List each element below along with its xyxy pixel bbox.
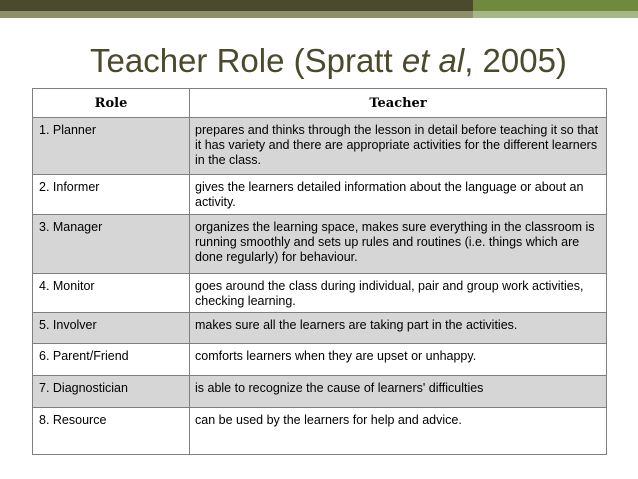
table-row: [33, 118, 607, 175]
role-cell: 5. Involver: [33, 313, 190, 344]
role-cell: 8. Resource: [33, 408, 190, 455]
description-cell: makes sure all the learners are taking part in the activities.: [190, 313, 607, 344]
top-bar-accent-block: [473, 0, 638, 11]
header-role: Role: [33, 89, 190, 118]
slide-title: [90, 43, 567, 79]
role-cell: 3. Manager: [33, 215, 190, 274]
table-row: [33, 376, 607, 408]
role-cell: 4. Monitor: [33, 274, 190, 313]
table-row: [33, 274, 607, 313]
title-suffix: , 2005): [464, 42, 567, 79]
table-row: [33, 215, 607, 274]
teacher-role-table: [32, 88, 607, 455]
header-teacher: Teacher: [190, 89, 607, 118]
top-decorative-bar: [0, 0, 638, 18]
table-row: [33, 175, 607, 215]
description-cell: can be used by the learners for help and advice.: [190, 408, 607, 455]
top-bar-accent-light-block: [473, 11, 638, 18]
description-cell: comforts learners when they are upset or unhappy.: [190, 344, 607, 376]
table-row: [33, 313, 607, 344]
table-row: [33, 408, 607, 455]
title-prefix: Teacher Role (Spratt: [90, 42, 402, 79]
role-cell: 2. Informer: [33, 175, 190, 215]
description-cell: goes around the class during individual, pair and group work activities, checking learning.: [190, 274, 607, 313]
table-row: [33, 344, 607, 376]
description-cell: gives the learners detailed information about the language or about an activity.: [190, 175, 607, 215]
role-cell: 1. Planner: [33, 118, 190, 175]
table-header-row: [33, 89, 607, 118]
title-italic: et al: [401, 42, 465, 79]
description-cell: prepares and thinks through the lesson in detail before teaching it so that it has variety and there are appropriate activities for the different learners in the class.: [190, 118, 607, 175]
description-cell: organizes the learning space, makes sure everything in the classroom is running smoothly and sets up rules and routines (i.e. things which are done regularly) for behaviour.: [190, 215, 607, 274]
description-cell: is able to recognize the cause of learners' difficulties: [190, 376, 607, 408]
role-cell: 6. Parent/Friend: [33, 344, 190, 376]
role-cell: 7. Diagnostician: [33, 376, 190, 408]
